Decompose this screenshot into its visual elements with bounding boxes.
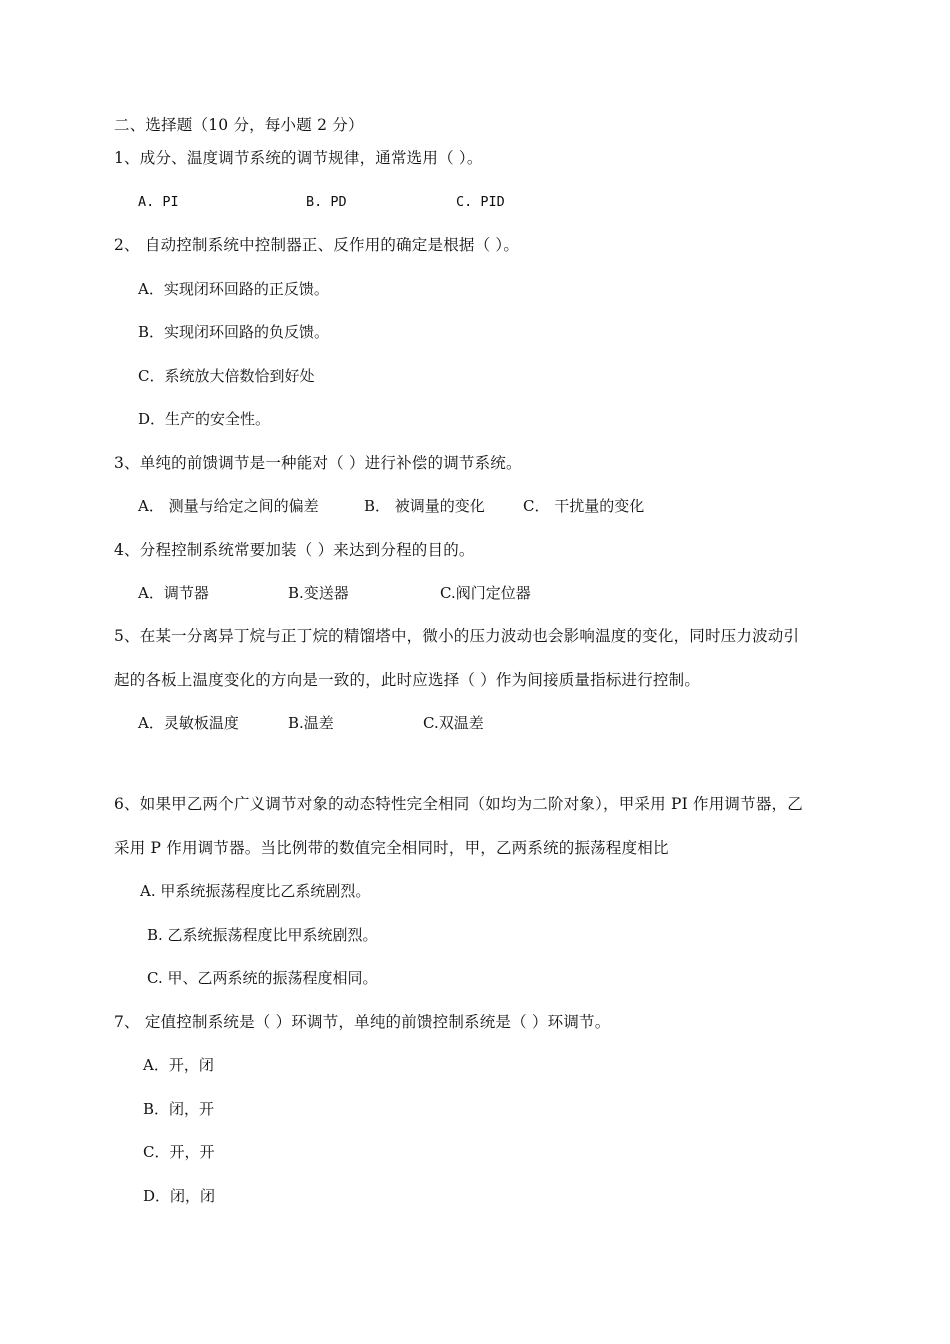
question-6-stem-line-1: 6、如果甲乙两个广义调节对象的动态特性完全相同（如均为二阶对象），甲采用 PI 作用调节器，乙 [114,795,803,813]
question-1-option-c: C. PID [456,194,505,210]
question-7-option-d: D．闭，闭 [143,1187,216,1205]
question-6-option-c: C. 甲、乙两系统的振荡程度相同。 [147,969,378,987]
question-6-stem-line-2: 采用 P 作用调节器。当比例带的数值完全相同时，甲，乙两系统的振荡程度相比 [114,839,669,857]
question-3-option-c: C． 干扰量的变化 [523,497,645,515]
question-1-option-b: B. PD [306,194,347,210]
question-6-option-a: A. 甲系统振荡程度比乙系统剧烈。 [140,882,371,900]
question-5-stem-line-1: 5、在某一分离异丁烷与正丁烷的精馏塔中，微小的压力波动也会影响温度的变化，同时压力波动引 [114,627,800,645]
question-3-option-a: A． 测量与给定之间的偏差 [138,497,319,515]
question-7-option-b: B．闭，开 [143,1100,215,1118]
question-4-option-c: C.阀门定位器 [440,584,531,602]
question-1-stem: 1、成分、温度调节系统的调节规律，通常选用（ ）。 [114,149,483,167]
question-4-option-a: A．调节器 [138,584,209,602]
question-7-option-c: C．开，开 [143,1143,215,1161]
question-5-option-c: C.双温差 [423,714,484,732]
question-3-stem: 3、单纯的前馈调节是一种能对（ ）进行补偿的调节系统。 [114,454,522,472]
question-1-option-a: A. PI [138,194,179,210]
question-7-stem: 7、 定值控制系统是（ ）环调节，单纯的前馈控制系统是（ ）环调节。 [114,1013,611,1031]
question-4-stem: 4、分程控制系统常要加装（ ）来达到分程的目的。 [114,541,475,559]
section-heading: 二、选择题（10 分，每小题 2 分） [114,116,364,134]
question-5-option-a: A．灵敏板温度 [138,714,239,732]
question-2-option-b: B．实现闭环回路的负反馈。 [138,323,330,341]
question-3-option-b: B． 被调量的变化 [364,497,485,515]
question-7-option-a: A．开，闭 [143,1056,214,1074]
question-5-option-b: B.温差 [288,714,334,732]
question-2-option-a: A．实现闭环回路的正反馈。 [138,280,329,298]
question-2-option-c: C．系统放大倍数恰到好处 [138,367,315,385]
question-2-option-d: D．生产的安全性。 [138,410,271,428]
question-5-stem-line-2: 起的各板上温度变化的方向是一致的，此时应选择（ ）作为间接质量指标进行控制。 [114,671,701,689]
question-6-option-b: B. 乙系统振荡程度比甲系统剧烈。 [147,926,378,944]
question-4-option-b: B.变送器 [288,584,349,602]
question-2-stem: 2、 自动控制系统中控制器正、反作用的确定是根据（ ）。 [114,236,520,254]
